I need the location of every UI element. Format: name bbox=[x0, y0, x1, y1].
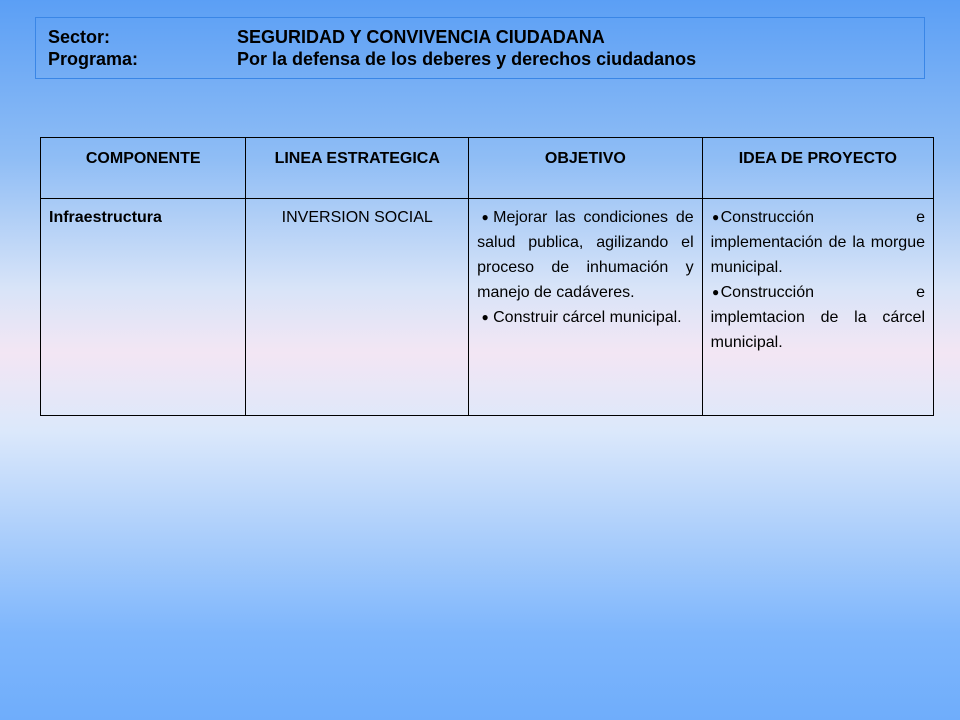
cell-idea-de-proyecto bbox=[702, 199, 933, 416]
idea-item bbox=[711, 205, 925, 280]
cell-linea-estrategica: INVERSION SOCIAL bbox=[246, 199, 469, 416]
project-table bbox=[40, 137, 934, 416]
objetivo-text: Mejorar las condiciones de salud publica, agilizando el proceso de inhumación y manejo de cadáveres. bbox=[477, 209, 694, 301]
bullet-dot-icon: ● bbox=[481, 210, 489, 224]
sector-row bbox=[48, 26, 924, 48]
bullet-dot-icon: ● bbox=[712, 285, 720, 299]
bullet-dot-icon: ● bbox=[712, 210, 720, 224]
idea-text: Construcción e implementación de la morgue municipal. bbox=[710, 209, 925, 276]
header-idea-de-proyecto: IDEA DE PROYECTO bbox=[702, 138, 933, 199]
header-componente: COMPONENTE bbox=[41, 138, 246, 199]
idea-item bbox=[711, 280, 925, 355]
sector-value: SEGURIDAD Y CONVIVENCIA CIUDADANA bbox=[237, 27, 605, 47]
program-row bbox=[48, 48, 924, 70]
table-row bbox=[41, 199, 934, 416]
program-value: Por la defensa de los deberes y derechos ciudadanos bbox=[237, 49, 697, 69]
cell-objetivo bbox=[469, 199, 703, 416]
header-objetivo: OBJETIVO bbox=[469, 138, 703, 199]
objetivo-item bbox=[477, 205, 694, 305]
header-linea-estrategica: LINEA ESTRATEGICA bbox=[246, 138, 469, 199]
idea-text: Construcción e implemtacion de la cárcel municipal. bbox=[710, 284, 925, 351]
program-label: Programa: bbox=[48, 49, 139, 69]
sector-header-box bbox=[35, 17, 925, 79]
table-header-row bbox=[41, 138, 934, 199]
bullet-dot-icon: ● bbox=[481, 310, 489, 324]
sector-label: Sector: bbox=[48, 27, 111, 47]
cell-componente: Infraestructura bbox=[41, 199, 246, 416]
objetivo-item bbox=[477, 305, 694, 330]
objetivo-text: Construir cárcel municipal. bbox=[493, 309, 682, 326]
